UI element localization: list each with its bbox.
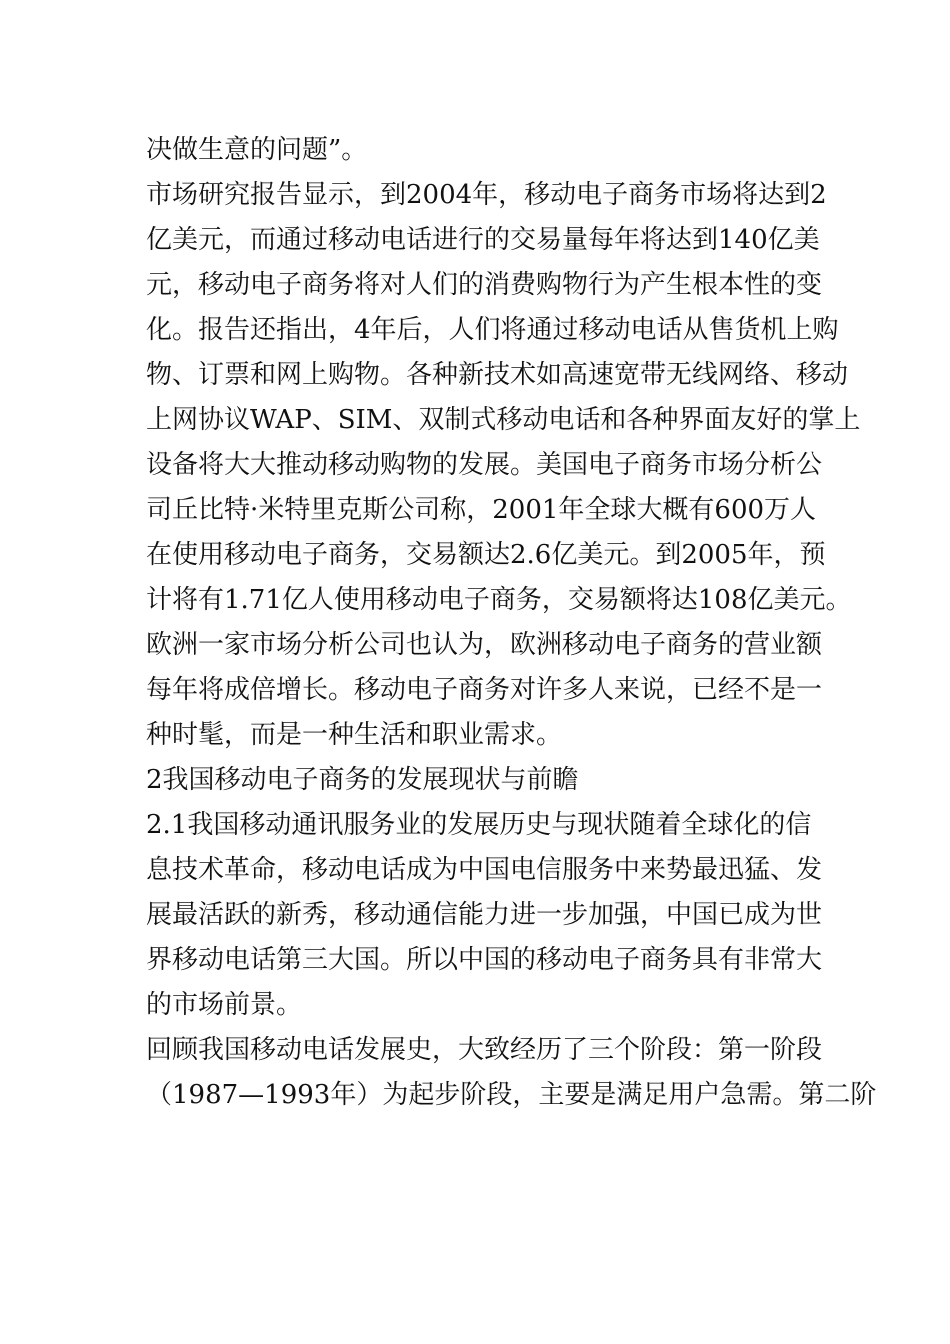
- text-line: 化。报告还指出，4年后，人们将通过移动电话从售货机上购: [146, 315, 839, 345]
- text-line: （1987—1993年）为起步阶段，主要是满足用户急需。第二阶: [146, 1080, 877, 1110]
- text-line: 种时髦，而是一种生活和职业需求。: [146, 720, 563, 750]
- text-line: 上网协议WAP、SIM、双制式移动电话和各种界面友好的掌上: [146, 405, 861, 435]
- text-line: 物、订票和网上购物。各种新技术如高速宽带无线网络、移动: [146, 360, 849, 390]
- text-line: 元，移动电子商务将对人们的消费购物行为产生根本性的变: [146, 270, 823, 300]
- text-line: 计将有1.71亿人使用移动电子商务，交易额将达108亿美元。: [146, 585, 852, 615]
- text-line: 设备将大大推动移动购物的发展。美国电子商务市场分析公: [146, 450, 823, 480]
- text-line: 息技术革命，移动电话成为中国电信服务中来势最迅猛、发: [146, 855, 823, 885]
- text-line: 亿美元，而通过移动电话进行的交易量每年将达到140亿美: [146, 225, 820, 255]
- document-body: [146, 128, 877, 1118]
- text-line: 展最活跃的新秀，移动通信能力进一步加强，中国已成为世: [146, 900, 823, 930]
- section-heading: 2我国移动电子商务的发展现状与前瞻: [146, 765, 579, 795]
- text-line: 决做生意的问题”。: [146, 135, 368, 165]
- text-line: 每年将成倍增长。移动电子商务对许多人来说，已经不是一: [146, 675, 823, 705]
- text-line: 市场研究报告显示，到2004年，移动电子商务市场将达到2: [146, 180, 827, 210]
- text-line: 的市场前景。: [146, 990, 303, 1020]
- subsection-heading: 2.1我国移动通讯服务业的发展历史与现状随着全球化的信: [146, 810, 812, 840]
- text-line: 司丘比特·米特里克斯公司称，2001年全球大概有600万人: [146, 495, 817, 525]
- text-line: 回顾我国移动电话发展史，大致经历了三个阶段：第一阶段: [146, 1035, 823, 1065]
- text-line: 界移动电话第三大国。所以中国的移动电子商务具有非常大: [146, 945, 823, 975]
- text-line: 欧洲一家市场分析公司也认为，欧洲移动电子商务的营业额: [146, 630, 823, 660]
- text-line: 在使用移动电子商务，交易额达2.6亿美元。到2005年，预: [146, 540, 826, 570]
